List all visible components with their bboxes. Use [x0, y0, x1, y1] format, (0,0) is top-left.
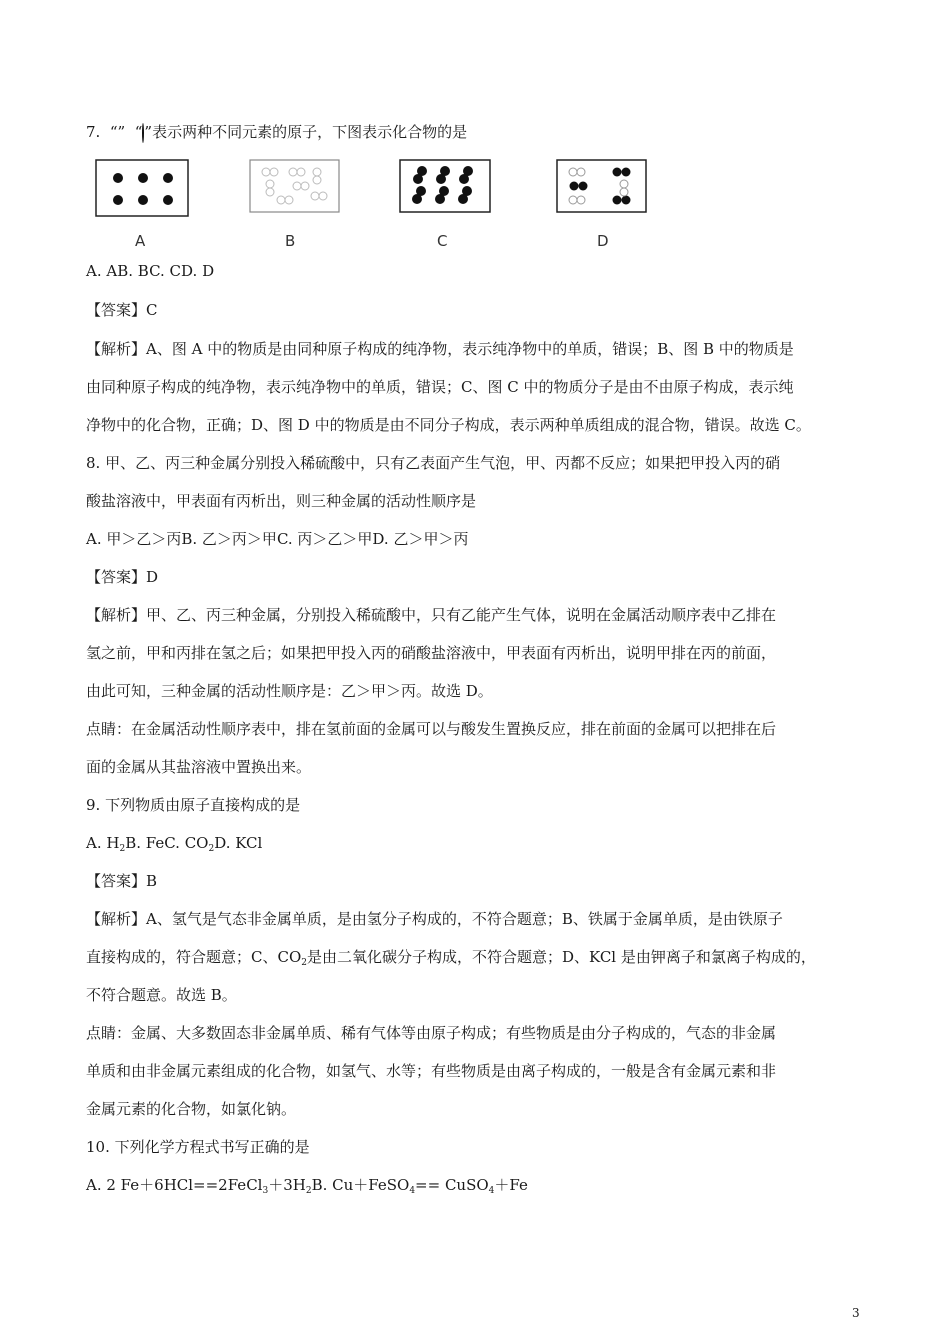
option-b: B. B: [117, 262, 150, 280]
q9-options: [86, 833, 262, 853]
figure-c: [399, 158, 492, 218]
figure-a-label: A: [135, 232, 146, 250]
option-a: A. A: [86, 262, 118, 280]
q7-analysis-line: 由同种原子构成的纯净物，表示纯净物中的单质，错误；C、图 C 中的物质分子是由不由原子构成，表示纯: [86, 378, 794, 396]
q8-analysis-line: 由此可知，三种金属的活动性顺序是：乙＞甲＞丙。故选 D。: [86, 682, 493, 700]
q7-analysis-line: 净物中的化合物，正确；D、图 D 中的物质是由不同分子构成，表示两种单质组成的混合物，错误。故选 C。: [86, 416, 811, 434]
q9-analysis-line: 直接构成的，符合题意；C、$CO_2$是由二氧化碳分子构成，不符合题意；D、KCl 是由钾离子和氯离子构成的，: [86, 948, 816, 968]
q9-analysis-line: 【解析】A、氢气是气态非金属单质，是由氢分子构成的，不符合题意；B、铁属于金属单质，是由铁原子: [86, 910, 783, 928]
option-c: C. 丙＞乙＞甲: [276, 530, 373, 548]
q8-analysis-line: 【解析】甲、乙、丙三种金属，分别投入稀硫酸中，只有乙能产生气体，说明在金属活动顺序表中乙排在: [86, 606, 777, 624]
q8-note-line: 点睛：在金属活动性顺序表中，排在氢前面的金属可以与酸发生置换反应，排在前面的金属可以把排在后: [86, 720, 777, 738]
option-b: B. Fe: [125, 834, 165, 852]
q9-note-line: 点睛：金属、大多数固态非金属单质、稀有气体等由原子构成；有些物质是由分子构成的，气态的非金属: [86, 1024, 777, 1042]
option-d: D. KCl: [214, 834, 263, 852]
option-a: A. 甲＞乙＞丙: [86, 530, 182, 548]
q8-note-line: 面的金属从其盐溶液中置换出来。: [86, 758, 312, 776]
q9-analysis-line: 不符合题意。故选 B。: [86, 986, 237, 1004]
q9-note-line: 金属元素的化合物，如氯化钠。: [86, 1100, 297, 1118]
option-a: A. 2 $Fe+6HCl==2FeCl_3+3H_2$: [86, 1176, 312, 1196]
q10-stem: 10. 下列化学方程式书写正确的是: [86, 1138, 310, 1156]
q9-note-line: 单质和由非金属元素组成的化合物，如氢气、水等；有些物质是由离子构成的，一般是含有金属元素和非: [86, 1062, 777, 1080]
q7-stem: 7. “” “ ”表示两种不同元素的原子，下图表示化合物的是: [86, 123, 468, 141]
q7-options: [86, 261, 214, 281]
q7-answer: 【答案】C: [86, 301, 158, 319]
q8-stem-line: 酸盐溶液中，甲表面有丙析出，则三种金属的活动性顺序是: [86, 492, 477, 510]
figure-c-label: C: [437, 232, 448, 250]
figure-d-label: D: [597, 232, 609, 250]
option-c: C. $CO_2$: [164, 834, 215, 854]
figure-b-label: B: [285, 232, 296, 250]
q9-stem: 9. 下列物质由原子直接构成的是: [86, 796, 301, 814]
option-c: C. C: [149, 262, 182, 280]
figure-b: [249, 158, 341, 218]
q8-stem-line: 8. 甲、乙、丙三种金属分别投入稀硫酸中，只有乙表面产生气泡，甲、丙都不反应；如果把甲投入丙的硝: [86, 454, 781, 472]
option-b: B. 乙＞丙＞甲: [181, 530, 277, 548]
q8-answer: 【答案】D: [86, 568, 159, 586]
q10-options: [86, 1175, 528, 1195]
option-b: B. Cu＋FeSO$_4$== CuSO$_4$＋Fe: [311, 1176, 528, 1196]
option-d: D. 乙＞甲＞丙: [372, 530, 469, 548]
figure-d: [556, 158, 648, 218]
page-number: 3: [852, 1306, 860, 1320]
option-d: D. D: [181, 262, 215, 280]
q7-analysis-line: 【解析】A、图 A 中的物质是由同种原子构成的纯净物，表示纯净物中的单质，错误；B、图 B 中的物质是: [86, 340, 794, 358]
q8-analysis-line: 氢之前，甲和丙排在氢之后；如果把甲投入丙的硝酸盐溶液中，甲表面有丙析出，说明甲排在丙的前面，: [86, 644, 777, 662]
q9-answer: 【答案】B: [86, 872, 158, 890]
q8-options: [86, 529, 468, 549]
figure-a: [95, 158, 190, 218]
option-a: A. $H_2$: [86, 834, 126, 854]
